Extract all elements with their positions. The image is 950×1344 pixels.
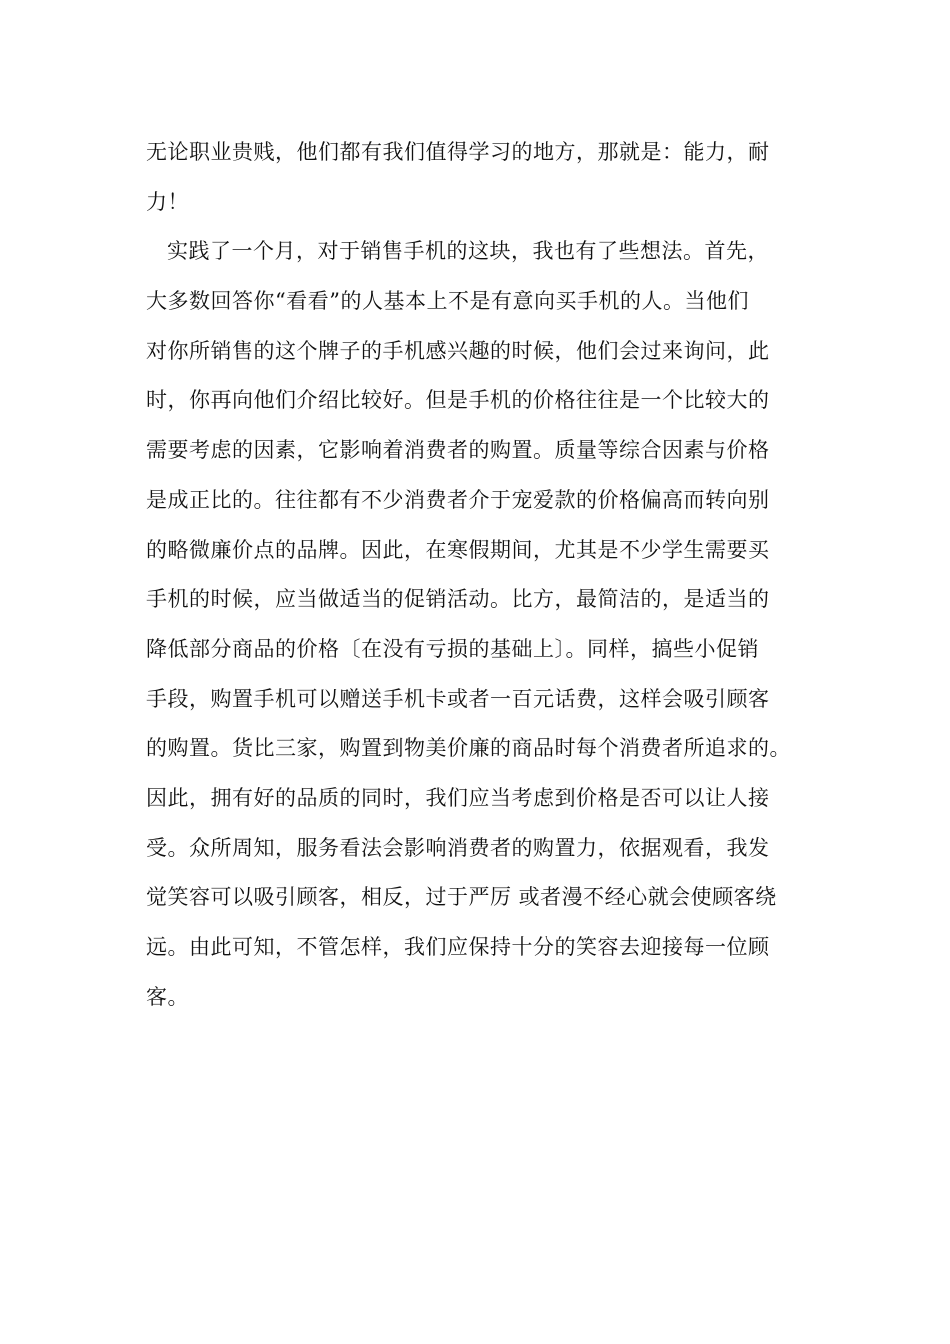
text-line: 无论职业贵贱，他们都有我们值得学习的地方，那就是：能力，耐 <box>146 140 770 164</box>
text-line: 因此，拥有好的品质的同时，我们应当考虑到价格是否可以让人接 <box>146 785 770 810</box>
text-line: 是成正比的。往往都有不少消费者介于宠爱款的价格偏高而转向别 <box>146 487 770 512</box>
text-line: 的略微廉价点的品牌。因此，在寒假期间，尤其是不少学生需要买 <box>146 537 770 562</box>
text-line: 客。 <box>146 984 189 1009</box>
text-line: 对你所销售的这个牌子的手机感兴趣的时候，他们会过来询问，此 <box>146 338 770 363</box>
text-line: 力！ <box>146 189 189 214</box>
text-line: 的购置。货比三家，购置到物美价廉的商品时每个消费者所追求的。 <box>146 736 791 761</box>
body-text <box>146 128 846 1022</box>
text-line: 觉笑容可以吸引顾客，相反，过于严厉 或者漫不经心就会使顾客绕 <box>146 885 777 910</box>
text-line: 时，你再向他们介绍比较好。但是手机的价格往往是一个比较大的 <box>146 388 770 413</box>
paragraph-start-line: 实践了一个月，对于销售手机的这块，我也有了些想法。首先， <box>167 239 769 264</box>
text-line: 大多数回答你“看看”的人基本上不是有意向买手机的人。当他们 <box>146 289 749 314</box>
text-line: 手机的时候，应当做适当的促销活动。比方，最简洁的，是适当的 <box>146 587 770 612</box>
text-line: 手段，购置手机可以赠送手机卡或者一百元话费，这样会吸引顾客 <box>146 686 770 711</box>
text-line: 远。由此可知，不管怎样，我们应保持十分的笑容去迎接每一位顾 <box>146 935 770 959</box>
text-line: 降低部分商品的价格〔在没有亏损的基础上〕。同样，搞些小促销 <box>146 636 759 661</box>
text-line: 需要考虑的因素，它影响着消费者的购置。质量等综合因素与价格 <box>146 438 770 463</box>
text-line: 受。众所周知，服务看法会影响消费者的购置力，依据观看，我发 <box>146 835 770 860</box>
